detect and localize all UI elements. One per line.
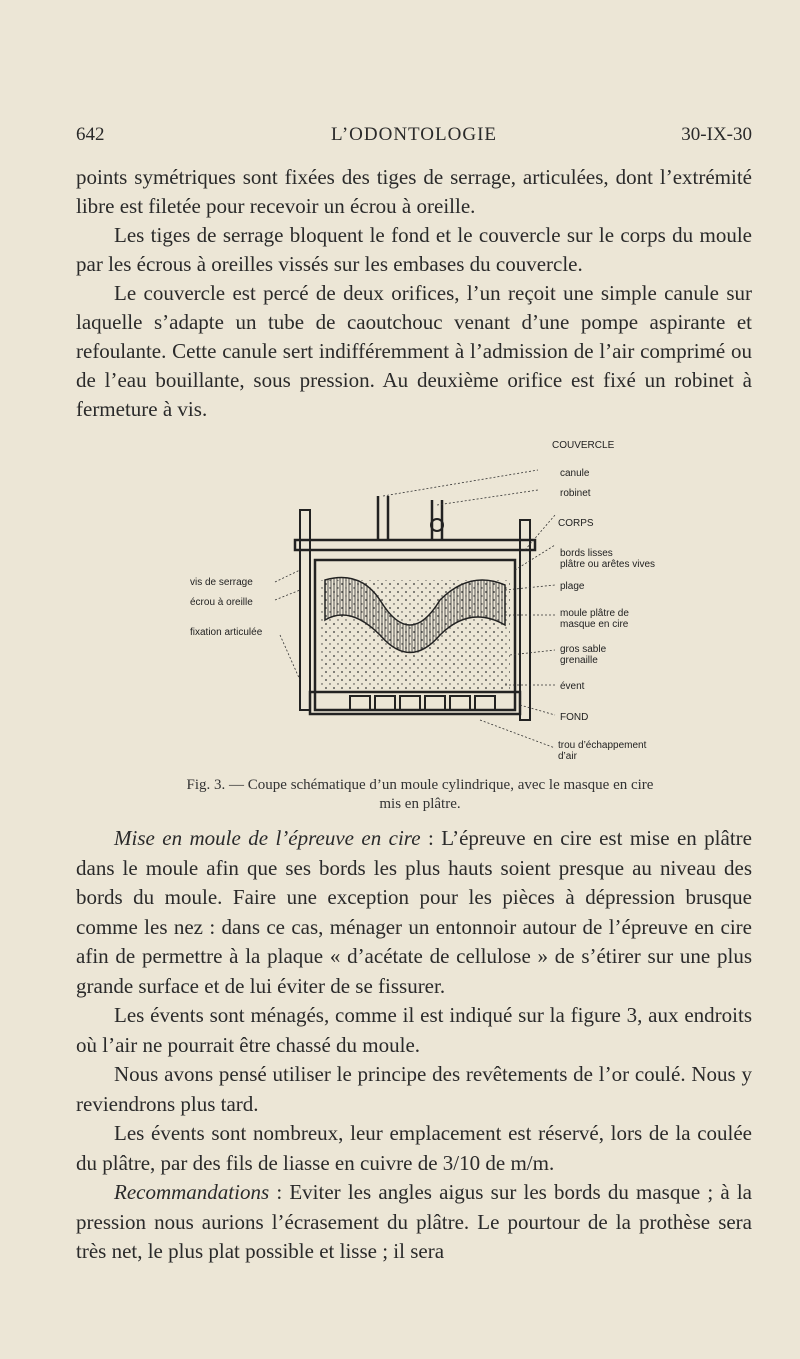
page-number: 642 bbox=[76, 124, 105, 145]
paragraph-1: points symétriques sont fixées des tiges de serrage, articulées, dont l’extrémité libre est filetée pour recevoir un écrou à oreille. bbox=[76, 165, 752, 218]
recommandations-heading: Recommandations bbox=[114, 1180, 270, 1204]
caption-line-2: mis en plâtre. bbox=[379, 796, 461, 812]
label-gros-1: gros sable bbox=[560, 644, 607, 655]
caption-line-1: Fig. 3. — Coupe schématique d’un moule cylindrique, avec le masque en cire bbox=[186, 777, 654, 793]
paragraph-revetements: Nous avons pensé utiliser le principe des revêtements de l’or coulé. Nous y reviendrons plus tard. bbox=[76, 1062, 752, 1116]
recommandations-text: : Eviter les angles aigus sur les bords du masque ; à la pression nous aurions l’écrasement du plâtre. Le pourtour de la prothèse sera très net, le plus plat possible et lisse ; il sera bbox=[76, 1180, 752, 1263]
label-gros-2: grenaille bbox=[560, 655, 598, 666]
canule-shape bbox=[378, 496, 388, 540]
mise-en-moule-heading: Mise en moule de l’épreuve en cire bbox=[114, 826, 421, 850]
paragraph-mise-en-moule bbox=[76, 824, 752, 1001]
paragraph-3: Le couvercle est percé de deux orifices, l’un reçoit une simple canule sur laquelle s’adapte un tube de caoutchouc venant d’une pompe aspirante et refoulante. Cette canule sert indifféremment à l’admission de l’air comprimé ou de l’eau bouillante, sous pression. Au deuxième orifice est fixé un robinet à fermeture à vis. bbox=[76, 281, 752, 421]
label-fixation: fixation articulée bbox=[190, 627, 263, 638]
label-vis-serrage: vis de serrage bbox=[190, 577, 253, 588]
paragraph-recommandations bbox=[76, 1178, 752, 1267]
lid-shape bbox=[295, 540, 535, 550]
paragraph-2: Les tiges de serrage bloquent le fond et le couvercle sur le corps du moule par les écrous à oreilles vissés sur les embases du couvercle. bbox=[76, 223, 752, 276]
label-bords-2: plâtre ou arêtes vives bbox=[560, 559, 656, 570]
paragraph-events: Les évents sont ménagés, comme il est indiqué sur la figure 3, aux endroits où l’air ne pourrait être chassé du moule. bbox=[76, 1003, 752, 1057]
paragraph-events-nombreux: Les évents sont nombreux, leur emplacement est réservé, lors de la coulée du plâtre, par des fils de liasse en cuivre de 3/10 de m/m. bbox=[76, 1121, 752, 1175]
label-trou-1: trou d’échappement bbox=[558, 740, 647, 751]
label-robinet: robinet bbox=[560, 488, 591, 499]
issue-date: 30-IX-30 bbox=[681, 124, 752, 145]
label-corps: CORPS bbox=[558, 518, 594, 529]
label-plage: plage bbox=[560, 581, 585, 592]
label-moule-2: masque en cire bbox=[560, 619, 629, 630]
journal-title: L’ODONTOLOGIE bbox=[330, 124, 498, 145]
label-couvercle: COUVERCLE bbox=[552, 440, 615, 451]
figure-caption bbox=[100, 776, 740, 814]
label-trou-2: d’air bbox=[558, 751, 577, 762]
label-event: évent bbox=[560, 681, 585, 692]
label-ecrou: écrou à oreille bbox=[190, 597, 253, 608]
top-text-block bbox=[76, 163, 752, 424]
bottom-text-block bbox=[76, 824, 752, 1267]
label-canule: canule bbox=[560, 468, 590, 479]
label-fond: FOND bbox=[560, 712, 589, 723]
label-bords-1: bords lisses bbox=[560, 548, 613, 559]
mise-en-moule-text: : L’épreuve en cire est mise en plâtre dans le moule afin que ses bords les plus hauts soient presque au niveau des bords du moule. Faire une exception pour les pièces à dépression brusque comme les nez : dans ce cas, ménager un entonnoir autour de l’épreuve en cire afin de permettre à la plaque « d’acétate de cellulose » de s’étirer sur une plus grande surface et de lui éviter de se fissurer. bbox=[76, 826, 752, 998]
mold-diagram bbox=[180, 430, 660, 770]
label-moule-1: moule plâtre de bbox=[560, 608, 629, 619]
